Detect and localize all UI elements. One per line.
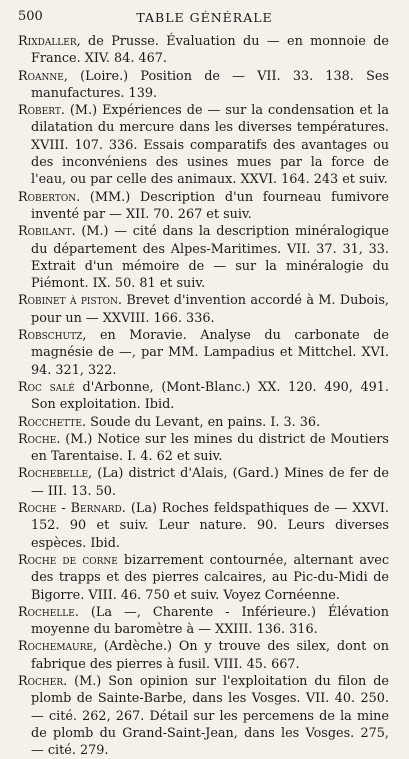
index-entry (18, 638, 389, 673)
page-header (18, 9, 391, 27)
index-entry (18, 431, 389, 466)
index-entry (18, 500, 389, 552)
entry-headword: Robschutz (18, 328, 83, 344)
entry-headword: Rochebelle (18, 466, 89, 482)
entry-headword: Roberton. (18, 189, 81, 205)
entry-headword: Rocher. (18, 673, 68, 689)
entry-text: (M.) Notice sur les mines du district de Moutiers en Tarentaise. I. 4. 62 et suiv. (31, 431, 389, 465)
entry-text: d'Arbonne, (Mont-Blanc.) XX. 120. 490, 491. Son exploitation. Ibid. (31, 379, 389, 413)
entry-headword: Rochemaure (18, 639, 93, 655)
index-entry (18, 102, 389, 188)
entry-text: (La —, Charente - Inférieure.) Élévation moyenne du baromètre à — XXIII. 136. 316. (31, 604, 389, 638)
page-number: 500 (18, 9, 43, 24)
entry-headword: Rocchette. (18, 414, 87, 430)
entry-headword: Roanne (18, 68, 64, 84)
entry-text: bizarrement contournée, alternant avec des trapps et des pierres calcaires, au Pic-du-Midi de Bigorre. VIII. 46. 750 et suiv. Voyez Cornéenne. (31, 552, 389, 603)
index-entry (18, 68, 389, 103)
entry-text: , (Ardèche.) On y trouve des silex, dont on fabrique des pierres à fusil. VIII. 45. 667. (31, 639, 389, 672)
entry-text: , de Prusse. Évaluation du — en monnoie de France. XIV. 84. 467. (31, 34, 389, 67)
index-entries (18, 33, 389, 759)
entry-text: (MM.) Description d'un fourneau fumivore inventé par — XII. 70. 267 et suiv. (31, 189, 389, 222)
entry-headword: Rochelle. (18, 604, 79, 620)
index-entry (18, 673, 389, 759)
entry-text: Brevet d'invention accordé à M. Dubois, pour un — XXVIII. 166. 336. (31, 293, 389, 326)
entry-headword: Roc salé (18, 379, 75, 395)
entry-text: , en Moravie. Analyse du carbonate de magnésie de —, par MM. Lampadius et Mittchel. XVI. 94. 321, 322. (31, 328, 389, 378)
index-entry (18, 292, 389, 327)
index-entry (18, 223, 389, 292)
index-entry (18, 465, 389, 500)
entry-headword: Roche - Bernard. (18, 501, 126, 517)
entry-text: (La) Roches feldspathiques de — XXVI. 152. 90 et suiv. Leur nature. 90. Leurs diverses espèces. Ibid. (31, 501, 389, 551)
entry-headword: Robilant. (18, 224, 76, 240)
entry-text: , (La) district d'Alais, (Gard.) Mines de fer de — III. 13. 50. (31, 466, 389, 499)
index-entry (18, 379, 389, 414)
entry-headword: Robinet à piston. (18, 293, 122, 309)
page-title: TABLE GÉNÉRALE (136, 10, 273, 25)
index-entry (18, 604, 389, 639)
index-entry (18, 33, 389, 68)
entry-headword: Robert. (18, 103, 65, 119)
entry-headword: Roche. (18, 431, 61, 447)
entry-headword: Rixdaller (18, 34, 77, 49)
entry-text: (M.) Son opinion sur l'exploitation du filon de plomb de Sainte-Barbe, dans les Vosges. VII. 40. 250. — cité. 262, 267. Détail sur les percemens de la mine de plomb du Grand-Saint-Jean, dans les Vosges. 275, — cité. 279. (31, 673, 389, 759)
index-entry (18, 552, 389, 604)
entry-text: Soude du Levant, en pains. I. 3. 36. (86, 414, 321, 430)
index-entry (18, 189, 389, 224)
entry-text: (M.) Expériences de — sur la condensation et la dilatation du mercure dans les diverses températures. XVIII. 107. 336. Essais comparatifs des avantages ou des inconvéniens des usines mues par la force de l'eau, ou par celle des animaux. XXVI. 164. 243 et suiv. (31, 103, 389, 188)
entry-text: (M.) — cité dans la description minéralogique du département des Alpes-Maritimes. VII. 37. 31, 33. Extrait d'un mémoire de — sur la minéralogie du Piémont. IX. 50. 81 et suiv. (31, 224, 389, 292)
entry-text: , (Loire.) Position de — VII. 33. 138. Ses manufactures. 139. (31, 68, 389, 101)
index-entry (18, 327, 389, 379)
entry-headword: Roche de corne (18, 552, 118, 568)
index-entry (18, 414, 389, 431)
